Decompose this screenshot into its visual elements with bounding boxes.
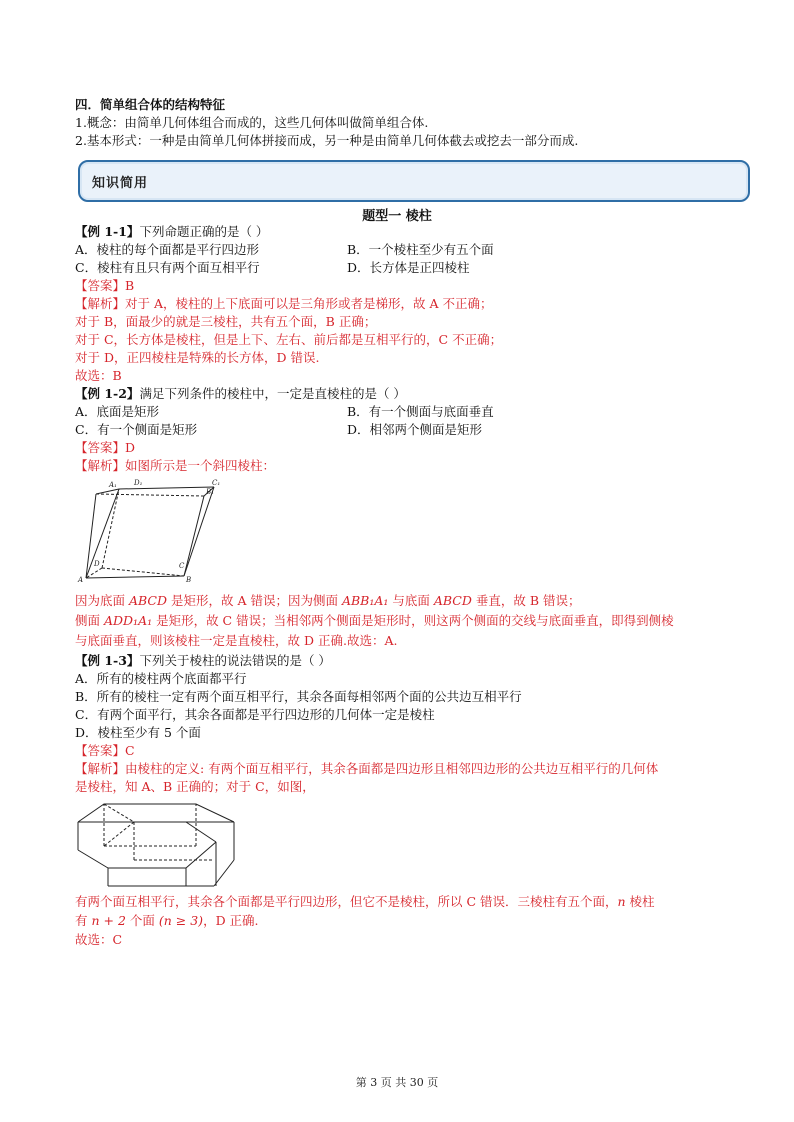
ex3-analysis-line4 <box>75 912 259 930</box>
ex1-option-a: A．棱柱的每个面都是平行四边形 <box>75 242 260 257</box>
forms-text: 2.基本形式：一种是由简单几何体拼接而成，另一种是由简单几何体截去或挖去一部分而成. <box>75 133 579 148</box>
ex2-analysis-intro-text: 如图所示是一个斜四棱柱： <box>125 458 276 473</box>
knowledge-banner <box>78 160 750 202</box>
label-c: C <box>179 562 185 570</box>
ex3-a1: 由棱柱的定义: 有两个面互相平行，其余各面都是四边形且相邻四边形的公共边互相平行的几何体 <box>125 761 659 776</box>
ex2-a1a: 因为底面 <box>75 593 129 608</box>
ex3-analysis-line3 <box>75 893 655 911</box>
ex3-answer-value: C <box>125 743 135 758</box>
ex1-analysis-text-0: 对于 A，棱柱的上下底面可以是三角形或者是梯形，故 A 不正确； <box>125 296 493 311</box>
ex2-answer <box>75 439 135 457</box>
banner-label: 知识简用 <box>92 176 149 191</box>
ex3-analysis-line2: 是棱柱，知 A、B 正确的；对于 C，如图， <box>75 779 315 794</box>
math-condition: (n ≥ 3) <box>158 913 204 928</box>
ex3-analysis-line5: 故选：C <box>75 932 123 947</box>
ex1-analysis-3: 对于 D，正四棱柱是特殊的长方体，D 错误. <box>75 350 320 365</box>
ex3-analysis-label: 【解析】 <box>75 761 126 776</box>
ex3-a4a: 有 <box>75 913 92 928</box>
ex3-analysis-line1 <box>75 760 658 778</box>
topic-title: 题型一 棱柱 <box>362 209 432 224</box>
ex2-a2a: 侧面 <box>75 613 104 628</box>
concept-text: 1.概念：由简单几何体组合而成的，这些几何体叫做简单组合体. <box>75 115 429 130</box>
math-n: n <box>617 894 626 909</box>
ex2-analysis-intro <box>75 457 275 475</box>
oblique-prism-figure <box>74 476 224 586</box>
ex1-answer-value: B <box>125 278 135 293</box>
ex2-question: 满足下列条件的棱柱中，一定是直棱柱的是（ ） <box>139 386 406 401</box>
ex3-option-b: B．所有的棱柱一定有两个面互相平行，其余各面每相邻两个面的公共边互相平行 <box>75 689 522 704</box>
label-a: A <box>78 576 84 584</box>
ex2-analysis-line2 <box>75 612 674 630</box>
page-footer: 第 3 页 共 30 页 <box>355 1076 439 1089</box>
ex3-option-d: D．棱柱至少有 5 个面 <box>75 725 201 740</box>
ex3-a3b: 棱柱 <box>625 894 655 909</box>
math-abb1a1: ABB₁A₁ <box>341 593 389 608</box>
ex1-option-c: C．棱柱有且只有两个面互相平行 <box>75 260 260 275</box>
ex3-answer <box>75 742 135 760</box>
ex2-option-a: A．底面是矩形 <box>75 404 160 419</box>
ex1-answer <box>75 277 134 295</box>
ex2-answer-value: D <box>125 440 136 455</box>
label-d1: D₁ <box>134 479 143 487</box>
ex3-answer-label: 【答案】 <box>75 743 126 758</box>
non-prism-figure <box>74 800 244 890</box>
ex1-analysis-label: 【解析】 <box>75 296 126 311</box>
ex3-a4c: ，D 正确. <box>203 913 259 928</box>
ex1-question: 下列命题正确的是（ ） <box>139 224 269 239</box>
ex2-analysis-line3: 与底面垂直，则该棱柱一定是直棱柱，故 D 正确.故选：A. <box>75 633 398 648</box>
ex1-analysis-0 <box>75 295 493 313</box>
ex2-label: 【例 1-2】 <box>75 386 140 401</box>
ex1-option-d: D．长方体是正四棱柱 <box>347 260 470 275</box>
ex1-analysis-2: 对于 C，长方体是棱柱，但是上下、左右、前后都是互相平行的，C 不正确； <box>75 332 503 347</box>
label-b1: B₁ <box>206 488 214 496</box>
ex3-a3a: 有两个面互相平行，其余各个面都是平行四边形，但它不是棱柱，所以 C 错误．三棱柱有五个面， <box>75 894 618 909</box>
ex2-a1d: 垂直，故 B 错误； <box>471 593 581 608</box>
math-add1a1: ADD₁A₁ <box>103 613 153 628</box>
math-abcd-2: ABCD <box>433 593 472 608</box>
ex2-question-line <box>75 385 406 403</box>
label-c1: C₁ <box>212 479 221 487</box>
ex2-option-c: C．有一个侧面是矩形 <box>75 422 198 437</box>
math-n-plus-2: n + 2 <box>91 913 126 928</box>
ex2-answer-label: 【答案】 <box>75 440 126 455</box>
ex2-a1b: 是矩形，故 A 错误；因为侧面 <box>167 593 342 608</box>
ex1-question-line <box>75 223 268 241</box>
math-abcd: ABCD <box>128 593 168 608</box>
ex2-option-b: B．有一个侧面与底面垂直 <box>347 404 494 419</box>
ex3-question-line <box>75 652 331 670</box>
ex1-option-b: B．一个棱柱至少有五个面 <box>347 242 494 257</box>
ex2-analysis-line1 <box>75 592 580 610</box>
ex1-analysis-4: 故选：B <box>75 368 122 383</box>
ex3-question: 下列关于棱柱的说法错误的是（ ） <box>139 653 331 668</box>
ex3-option-c: C．有两个面平行，其余各面都是平行四边形的几何体一定是棱柱 <box>75 707 435 722</box>
ex3-option-a: A．所有的棱柱两个底面都平行 <box>75 671 247 686</box>
ex2-a1c: 与底面 <box>388 593 434 608</box>
ex1-label: 【例 1-1】 <box>75 224 140 239</box>
ex2-a2b: 是矩形，故 C 错误；当相邻两个侧面是矩形时，则这两个侧面的交线与底面垂直，即得到侧棱 <box>152 613 674 628</box>
ex3-label: 【例 1-3】 <box>75 653 140 668</box>
ex3-a4b: 个面 <box>125 913 159 928</box>
label-d: D <box>94 560 100 568</box>
label-a1: A₁ <box>109 481 117 489</box>
ex2-analysis-label: 【解析】 <box>75 458 126 473</box>
label-b: B <box>186 576 192 584</box>
section-title: 四．简单组合体的结构特征 <box>75 97 226 112</box>
ex2-option-d: D．相邻两个侧面是矩形 <box>347 422 483 437</box>
ex1-options-row1 <box>75 241 259 259</box>
ex1-analysis-1: 对于 B，面最少的就是三棱柱，共有五个面，B 正确； <box>75 314 377 329</box>
ex1-answer-label: 【答案】 <box>75 278 126 293</box>
